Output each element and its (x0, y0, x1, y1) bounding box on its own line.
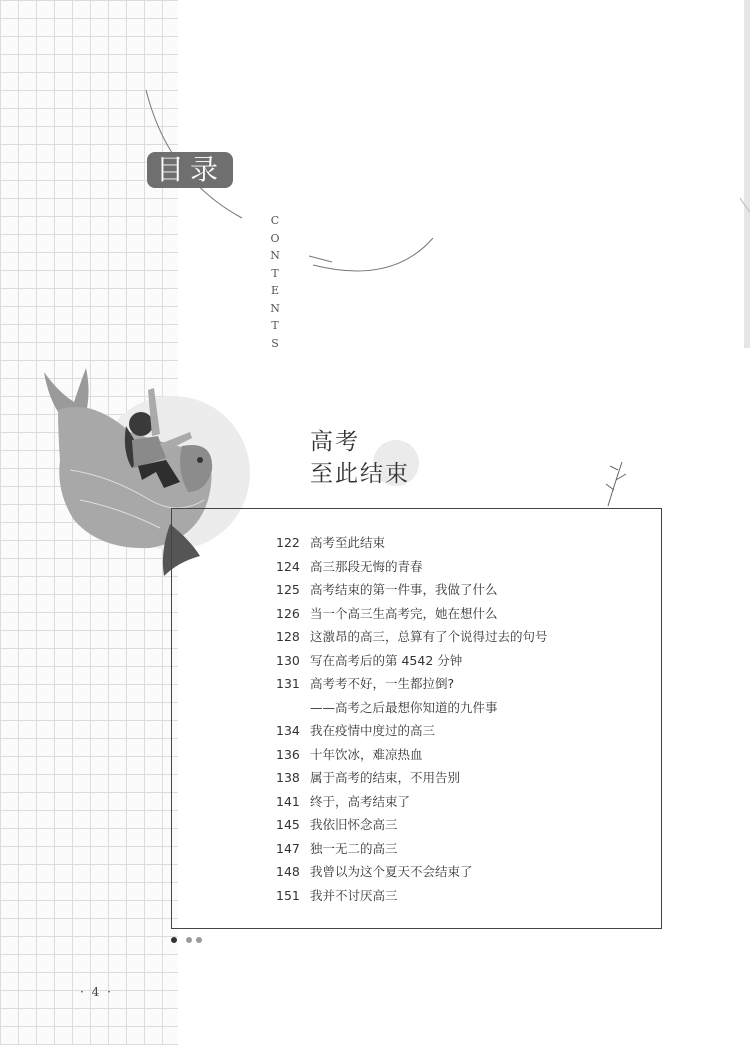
toc-page-number: 141 (276, 793, 300, 809)
toc-entry[interactable] (276, 719, 548, 743)
section-title-line: 至此结束 (310, 461, 410, 487)
toc-entry[interactable] (276, 531, 548, 555)
toc-page-number: 134 (276, 723, 300, 738)
toc-entry[interactable] (276, 743, 548, 767)
toc-entry[interactable] (276, 837, 548, 861)
toc-entry[interactable] (276, 602, 548, 626)
pagination-dot (196, 937, 202, 943)
toc-page-number: 128 (276, 629, 300, 644)
toc-entry[interactable] (276, 625, 548, 649)
toc-page-number: 124 (276, 558, 300, 574)
toc-title: 我依旧怀念高三 (310, 817, 398, 832)
toc-title: ——高考之后最想你知道的九件事 (310, 699, 498, 715)
toc-title: 写在高考后的第 4542 分钟 (310, 652, 463, 668)
toc-title: 这激昂的高三，总算有了个说得过去的句号 (310, 629, 548, 644)
toc-page-number: 136 (276, 746, 300, 762)
contents-letter: N (270, 301, 280, 315)
toc-title: 当一个高三生高考完，她在想什么 (310, 605, 498, 621)
contents-letter: O (270, 231, 280, 245)
toc-entry[interactable] (276, 860, 548, 884)
toc-title: 独一无二的高三 (310, 840, 398, 856)
toc-page-number: 138 (276, 770, 300, 785)
toc-page-number: 147 (276, 840, 300, 856)
contents-letter: T (271, 266, 279, 280)
section-title (310, 426, 410, 490)
toc-page-number: 122 (276, 535, 300, 550)
toc-title: 高考至此结束 (310, 535, 386, 550)
pagination-dot (186, 937, 192, 943)
contents-letter: E (270, 284, 280, 297)
toc-page-number: 151 (276, 887, 300, 903)
toc-title: 终于，高考结束了 (310, 793, 411, 809)
toc-title: 十年饮冰，难凉热血 (310, 746, 423, 762)
toc-entry[interactable] (276, 578, 548, 602)
toc-page-number: 145 (276, 817, 300, 832)
page-number: · 4 · (80, 985, 113, 999)
toc-title: 我在疫情中度过的高三 (310, 723, 436, 738)
toc-entry[interactable] (276, 649, 548, 673)
toc-title: 高考考不好，一生都拉倒? (310, 676, 455, 691)
section-title-line: 高考 (310, 429, 360, 455)
toc-title: 高考结束的第一件事，我做了什么 (310, 582, 498, 597)
contents-letter: N (270, 249, 280, 262)
toc-title: 高三那段无悔的青春 (310, 558, 423, 574)
toc-title: 属于高考的结束，不用告别 (310, 770, 461, 785)
toc-title: 我并不讨厌高三 (310, 887, 398, 903)
toc-entry[interactable] (276, 813, 548, 837)
toc-page-number: 130 (276, 652, 300, 668)
page-title: 目录 (147, 152, 233, 188)
contents-letter: T (271, 319, 279, 332)
toc-page-number: 131 (276, 676, 300, 691)
toc-entry[interactable] (276, 555, 548, 579)
toc-entry[interactable] (276, 672, 548, 696)
contents-letter: S (271, 336, 279, 350)
toc-entry[interactable] (276, 766, 548, 790)
toc-title: 我曾以为这个夏天不会结束了 (310, 864, 473, 879)
toc-page-number: 148 (276, 864, 300, 879)
toc-list (276, 531, 548, 907)
toc-entry-subtitle (276, 696, 548, 720)
pagination-dot-active (171, 937, 177, 943)
contents-letter: C (270, 214, 280, 227)
toc-page-number: 125 (276, 582, 300, 597)
toc-page-number: 126 (276, 605, 300, 621)
toc-entry[interactable] (276, 790, 548, 814)
toc-entry[interactable] (276, 884, 548, 908)
